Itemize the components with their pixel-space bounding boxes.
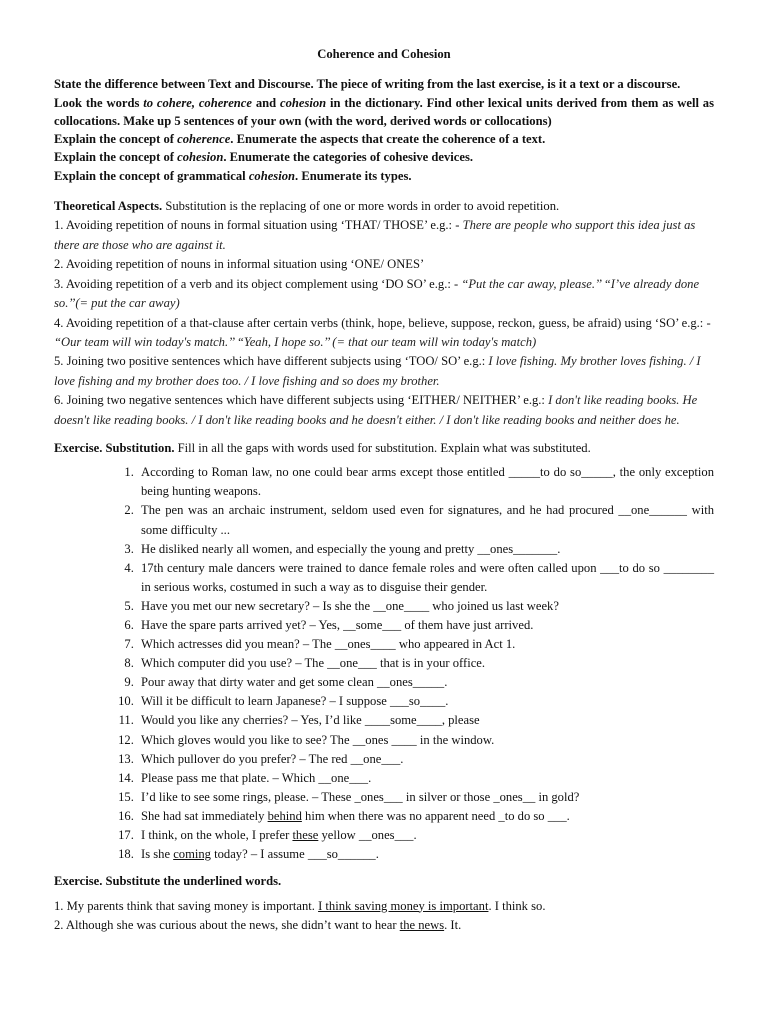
question-3: Explain the concept of coherence. Enumerate the aspects that create the coherence of a text. [54,132,546,147]
rule-5: 5. Joining two positive sentences which have different subjects using ‘TOO/ SO’ e.g.: I love fishing. My brother loves fishing. / I love fishing and my brother does too. / I love fishing and so does my brother. [54,354,701,388]
list-item: 6. Have the spare parts arrived yet? – Yes, __some___ of them have just arrived. [137,616,714,635]
list-item: 8. Which computer did you use? – The __one___ that is in your office. [137,654,714,673]
list-item: 11. Would you like any cherries? – Yes, I’d like ____some____, please [137,711,714,730]
list-item: 15. I’d like to see some rings, please. – These _ones___ in silver or those _ones__ in gold? [137,788,714,807]
list-item: 14. Please pass me that plate. – Which __one___. [137,769,714,788]
rule-1: 1. Avoiding repetition of nouns in formal situation using ‘THAT/ THOSE’ e.g.: - There are people who support this idea just as there are those who are against it. [54,218,696,252]
theoretical-aspects [54,197,714,430]
list-item: 3. He disliked nearly all women, and especially the young and pretty __ones_______. [137,540,714,559]
exercise-1-list [54,463,714,864]
list-item: 18. Is she coming today? – I assume ___so______. [137,845,714,864]
question-5: Explain the concept of grammatical cohesion. Enumerate its types. [54,168,412,183]
list-item: 16. She had sat immediately behind him when there was no apparent need _to do so ___. [137,807,714,826]
list-item: 5. Have you met our new secretary? – Is she the __one____ who joined us last week? [137,597,714,616]
question-1: State the difference between Text and Discourse. The piece of writing from the last exercise, is it a text or a discourse. [54,77,681,92]
rule-3: 3. Avoiding repetition of a verb and its object complement using ‘DO SO’ e.g.: - “Put the car away, please.’’ “I’ve already done so.’’(= put the car away) [54,276,700,311]
page-title: Coherence and Cohesion [317,47,451,61]
rule-6: 6. Joining two negative sentences which have different subjects using ‘EITHER/ NEITHER’ e.g.: I don't like reading books. He doesn't like reading books. / I don't like reading books and he doesn't either. / I don't like reading books and neither does he. [54,393,698,427]
list-item: 4. 17th century male dancers were trained to dance female roles and were often called upon ___to do so ________ in serious works, costumed in such a way as to disguise their gender. [137,559,714,597]
exercise-2-heading: Exercise. Substitute the underlined words. [54,874,282,889]
theory-lead: Theoretical Aspects. Substitution is the replacing of one or more words in order to avoid repetition. [54,199,560,214]
exercise-2-lines [54,897,714,936]
exercise-2-line-1: 1. My parents think that saving money is important. I think saving money is important. I think so. [54,898,546,913]
question-4: Explain the concept of cohesion. Enumerate the categories of cohesive devices. [54,150,474,165]
rule-4: 4. Avoiding repetition of a that-clause after certain verbs (think, hope, believe, suppose, reckon, guess, be afraid) using ‘SO’ e.g.: - “Our team will win today's match.’’ “Yeah, I hope so.’’ (= that our team will win today's match) [54,315,711,349]
exercise-2-line-2: 2. Although she was curious about the news, she didn’t want to hear the news. It. [54,918,462,933]
exercise-1-heading: Exercise. Substitution. Fill in all the gaps with words used for substitution. Explain what was substituted. [54,440,591,455]
question-2: Look the words to cohere, coherence and cohesion in the dictionary. Find other lexical units derived from them as well as collocations. Make up 5 sentences of your own (with the word, derived words or collocations) [54,95,714,128]
list-item: 2. The pen was an archaic instrument, seldom used even for signatures, and he had procured __one______ with some difficulty ... [137,501,714,539]
list-item: 9. Pour away that dirty water and get some clean __ones_____. [137,673,714,692]
list-item: 1. According to Roman law, no one could bear arms except those entitled _____to do so_____, the only exception being hunting weapons. [137,463,714,501]
rule-2: 2. Avoiding repetition of nouns in informal situation using ‘ONE/ ONES’ [54,257,425,272]
list-item: 13. Which pullover do you prefer? – The red __one___. [137,750,714,769]
intro-questions [54,75,714,185]
list-item: 12. Which gloves would you like to see? The __ones ____ in the window. [137,731,714,750]
list-item: 10. Will it be difficult to learn Japanese? – I suppose ___so____. [137,692,714,711]
list-item: 7. Which actresses did you mean? – The __ones____ who appeared in Act 1. [137,635,714,654]
list-item: 17. I think, on the whole, I prefer these yellow __ones___. [137,826,714,845]
